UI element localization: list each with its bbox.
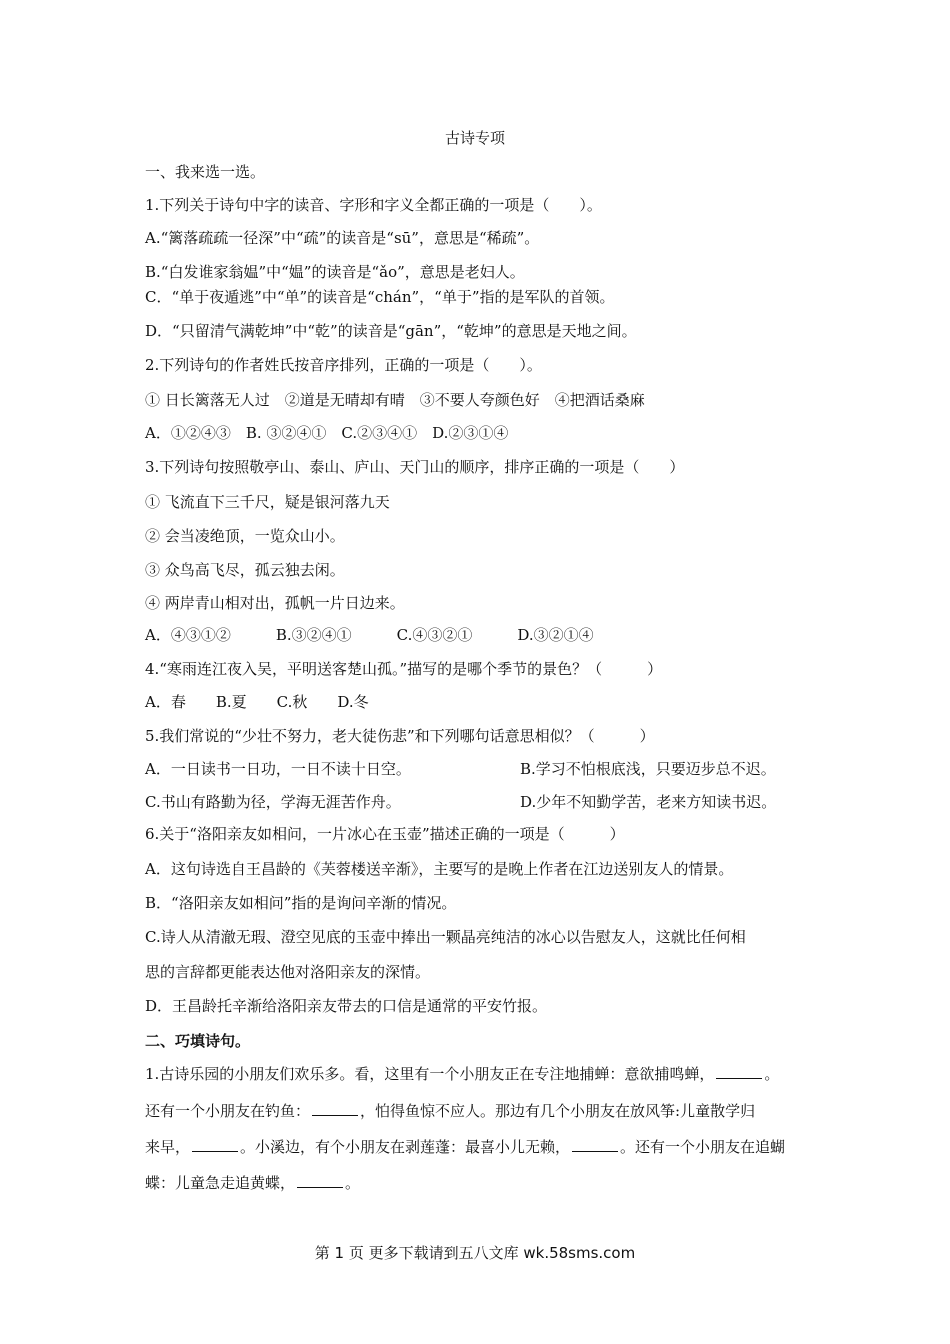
fill-text: 。 [345,1174,361,1192]
q4-options: A．春 B.夏 C.秋 D.冬 [145,693,369,711]
q1-stem: 1.下列关于诗句中字的读音、字形和字义全都正确的一项是（ ）。 [145,196,602,214]
q1-option-a: A.“篱落疏疏一径深”中“疏”的读音是“sū”，意思是“稀疏”。 [145,229,540,247]
q5-option-a: A．一日读书一日功，一日不读十日空。 [145,760,411,778]
fill-blank-4[interactable] [572,1137,618,1152]
fill-line-4 [145,1173,360,1193]
fill-text: 来早， [145,1138,191,1156]
q5-option-b: B.学习不怕根底浅，只要迈步总不迟。 [520,760,776,778]
fill-line-2 [145,1101,755,1121]
fill-text: 1.古诗乐园的小朋友们欢乐多。看，这里有一个小朋友正在专注地捕蝉：意欲捕鸣蝉， [145,1065,715,1083]
q3-item-3: ③ 众鸟高飞尽，孤云独去闲。 [145,561,345,579]
page-title: 古诗专项 [444,129,505,147]
q6-option-c-line2: 思的言辞都更能表达他对洛阳亲友的深情。 [145,963,431,981]
fill-text: 。小溪边，有个小朋友在剥莲蓬：最喜小儿无赖， [240,1138,571,1156]
fill-line-1 [145,1064,779,1084]
q5-stem: 5.我们常说的“少壮不努力，老大徒伤悲”和下列哪句话意思相似？（ ） [145,727,655,745]
q6-option-a: A．这句诗选自王昌龄的《芙蓉楼送辛渐》，主要写的是晚上作者在江边送别友人的情景。 [145,860,734,878]
page-footer: 第 1 页 更多下载请到五八文库 wk.58sms.com [314,1244,636,1262]
q5-option-c: C.书山有路勤为径，学海无涯苦作舟。 [145,793,401,811]
q2-stem: 2.下列诗句的作者姓氏按音序排列，正确的一项是（ ）。 [145,356,542,374]
section2-heading: 二、巧填诗句。 [145,1032,251,1050]
fill-text: 。 [764,1065,780,1083]
fill-blank-3[interactable] [192,1137,238,1152]
fill-text: 蝶：儿童急走追黄蝶， [145,1174,296,1192]
q6-stem: 6.关于“洛阳亲友如相问，一片冰心在玉壶”描述正确的一项是（ ） [145,825,625,843]
q3-item-2: ② 会当凌绝顶，一览众山小。 [145,527,345,545]
fill-blank-5[interactable] [297,1173,343,1188]
q6-option-c-line1: C.诗人从清澈无瑕、澄空见底的玉壶中捧出一颗晶亮纯洁的冰心以告慰友人，这就比任何相 [145,928,746,946]
q6-option-b: B．“洛阳亲友如相问”指的是询问辛渐的情况。 [145,894,457,912]
fill-text: ，怕得鱼惊不应人。那边有几个小朋友在放风筝:儿童散学归 [360,1102,756,1120]
q6-option-d: D．王昌龄托辛渐给洛阳亲友带去的口信是通常的平安竹报。 [145,997,548,1015]
q3-item-1: ① 飞流直下三千尺，疑是银河落九天 [145,493,390,511]
q2-options: A．①②④③ B. ③②④① C.②③④① D.②③①④ [145,424,509,442]
q1-option-c: C．“单于夜遁逃”中“单”的读音是“chán”，“单于”指的是军队的首领。 [145,288,615,306]
fill-line-3 [145,1137,785,1157]
fill-text: 还有一个小朋友在钓鱼： [145,1102,311,1120]
q3-item-4: ④ 两岸青山相对出，孤帆一片日边来。 [145,594,405,612]
q5-option-d: D.少年不知勤学苦，老来方知读书迟。 [520,793,777,811]
section1-heading: 一、我来选一选。 [145,163,266,181]
fill-blank-1[interactable] [716,1064,762,1079]
fill-text: 。还有一个小朋友在追蝴 [620,1138,786,1156]
q1-option-b: B.“白发谁家翁媪”中“媪”的读音是“ǎo”，意思是老妇人。 [145,263,525,281]
fill-blank-2[interactable] [312,1101,358,1116]
q4-stem: 4.“寒雨连江夜入吴，平明送客楚山孤。”描写的是哪个季节的景色？（ ） [145,660,663,678]
q2-items: ① 日长篱落无人过 ②道是无晴却有晴 ③不要人夸颜色好 ④把酒话桑麻 [145,391,645,409]
q1-option-d: D．“只留清气满乾坤”中“乾”的读音是“gān”，“乾坤”的意思是天地之间。 [145,322,637,340]
q3-options: A．④③①② B.③②④① C.④③②① D.③②①④ [145,626,594,644]
q3-stem: 3.下列诗句按照敬亭山、泰山、庐山、天门山的顺序，排序正确的一项是（ ） [145,458,685,476]
